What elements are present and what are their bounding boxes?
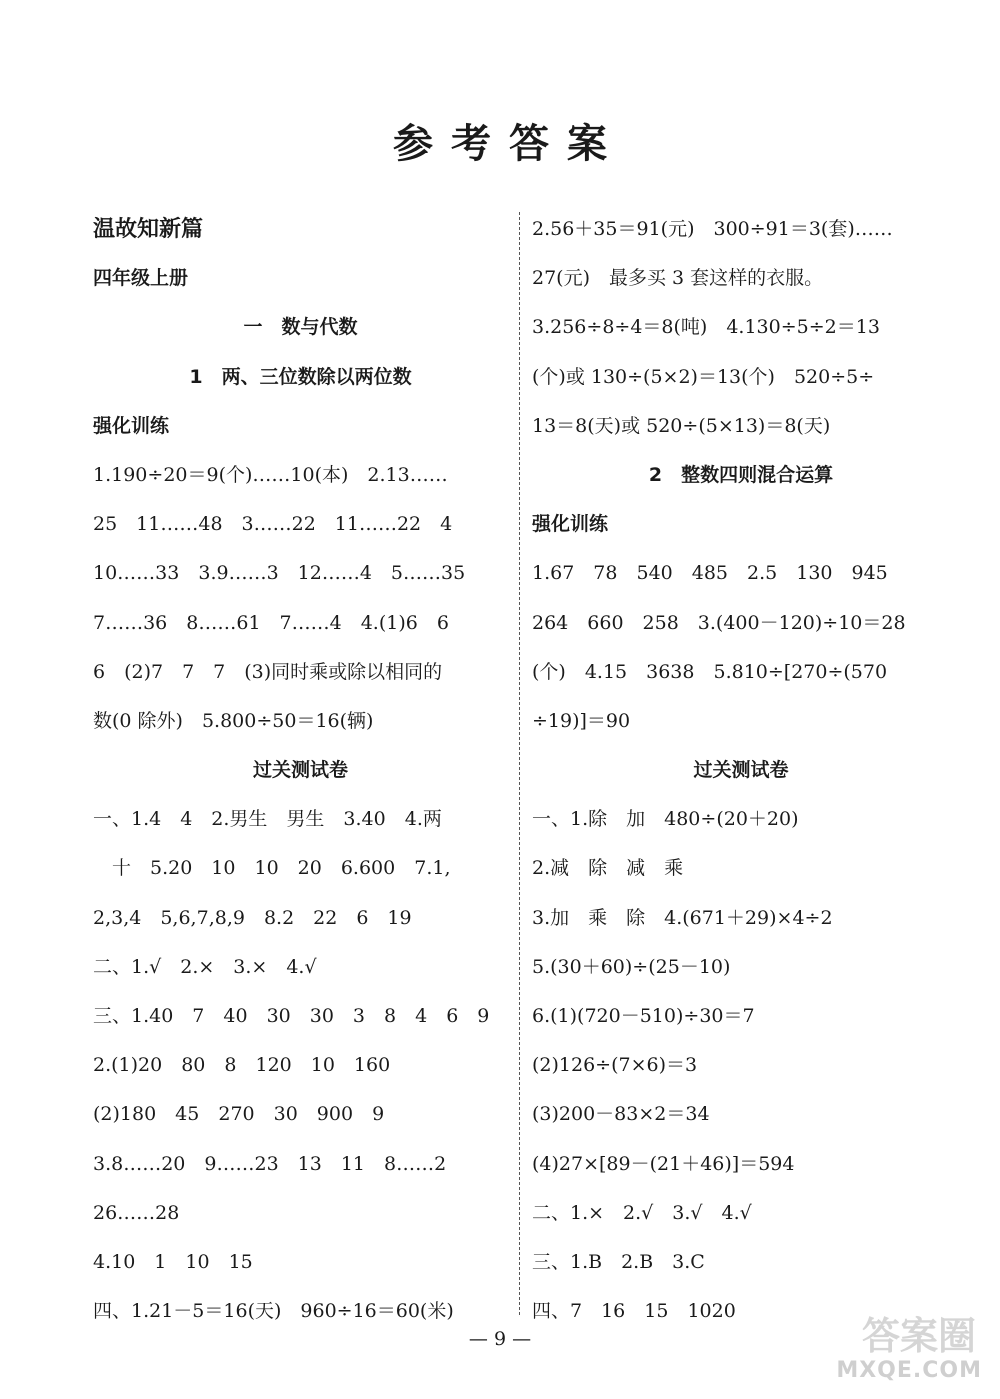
left-answer-line: (2)180 45 270 30 900 9	[93, 1103, 385, 1126]
left-answer-line: 四、1.21－5＝16(天) 960÷16＝60(米)	[93, 1300, 454, 1323]
right-answer-line: (个)或 130÷(5×2)＝13(个) 520÷5÷	[532, 365, 875, 388]
page-title: 参考答案	[393, 121, 625, 167]
right-answer-line: 2 整数四则混合运算	[648, 463, 834, 486]
left-answer-line: 2,3,4 5,6,7,8,9 8.2 22 6 19	[93, 906, 412, 929]
right-answer-line: 6.(1)(720－510)÷30＝7	[532, 1005, 755, 1027]
left-answer-line: 二、1.√ 2.× 3.× 4.√	[93, 955, 317, 978]
right-column	[532, 205, 950, 1336]
right-answer-line: 强化训练	[532, 513, 609, 536]
right-answer-line: 1.67 78 540 485 2.5 130 945	[532, 562, 888, 585]
left-answer-line: 10……33 3.9……3 12……4 5……35	[93, 562, 466, 585]
left-column	[93, 205, 508, 1336]
column-divider	[519, 212, 520, 1315]
left-answer-line: 四年级上册	[93, 267, 189, 290]
right-answer-line: (个) 4.15 3638 5.810÷[270÷(570	[532, 660, 888, 683]
right-answer-line: 264 660 258 3.(400－120)÷10＝28	[532, 611, 906, 634]
right-answer-line: 3.加 乘 除 4.(671＋29)×4÷2	[532, 906, 833, 929]
left-answer-line: 1.190÷20＝9(个)……10(本) 2.13……	[93, 463, 448, 486]
watermark-logo	[792, 1305, 982, 1385]
right-answer-line: ÷19)]＝90	[532, 709, 631, 732]
page-number: — 9 —	[468, 1328, 532, 1350]
right-answer-line: (2)126÷(7×6)＝3	[532, 1054, 698, 1077]
right-answer-line: 5.(30＋60)÷(25－10)	[532, 955, 731, 978]
left-answer-line: 6 (2)7 7 7 (3)同时乘或除以相同的	[93, 660, 443, 683]
left-answer-line: 强化训练	[93, 414, 170, 437]
right-answer-line: 二、1.× 2.√ 3.√ 4.√	[532, 1201, 752, 1224]
left-answer-line: 2.(1)20 80 8 120 10 160	[93, 1054, 391, 1077]
left-answer-line: 一、1.4 4 2.男生 男生 3.40 4.两	[93, 808, 442, 831]
right-answer-line: 一、1.除 加 480÷(20＋20)	[532, 808, 799, 831]
right-answer-line: 27(元) 最多买 3 套这样的衣服。	[532, 267, 824, 290]
right-answer-line: 13＝8(天)或 520÷(5×13)＝8(天)	[532, 414, 831, 437]
watermark-logo-text: 答案圈	[861, 1314, 976, 1358]
left-answer-line: 一 数与代数	[243, 316, 358, 339]
left-answer-line: 25 11……48 3……22 11……22 4	[93, 513, 453, 536]
left-answer-line: 温故知新篇	[93, 217, 204, 242]
right-answer-line: (4)27×[89－(21＋46)]＝594	[532, 1152, 795, 1175]
right-answer-line: 2.56＋35＝91(元) 300÷91＝3(套)……	[532, 218, 893, 240]
left-answer-line: 4.10 1 10 15	[93, 1250, 253, 1273]
left-answer-line: 三、1.40 7 40 30 30 3 8 4 6 9	[93, 1005, 490, 1027]
right-answer-line: 3.256÷8÷4＝8(吨) 4.130÷5÷2＝13	[532, 316, 880, 339]
left-answer-line: 十 5.20 10 10 20 6.600 7.1,	[93, 857, 451, 880]
right-answer-line: 过关测试卷	[693, 759, 789, 782]
watermark-url: MXQE.COM	[836, 1358, 982, 1383]
left-answer-line: 26……28	[93, 1201, 180, 1224]
left-answer-line: 过关测试卷	[252, 759, 348, 782]
right-answer-line: 三、1.B 2.B 3.C	[532, 1250, 705, 1273]
left-answer-line: 1 两、三位数除以两位数	[189, 365, 412, 388]
right-answer-line: 四、7 16 15 1020	[532, 1300, 736, 1323]
right-answer-line: 2.减 除 减 乘	[532, 857, 684, 880]
left-answer-line: 3.8……20 9……23 13 11 8……2	[93, 1152, 447, 1175]
left-answer-line: 7……36 8……61 7……4 4.(1)6 6	[93, 611, 449, 634]
left-answer-line: 数(0 除外) 5.800÷50＝16(辆)	[93, 709, 374, 732]
right-answer-line: (3)200－83×2＝34	[532, 1103, 710, 1126]
